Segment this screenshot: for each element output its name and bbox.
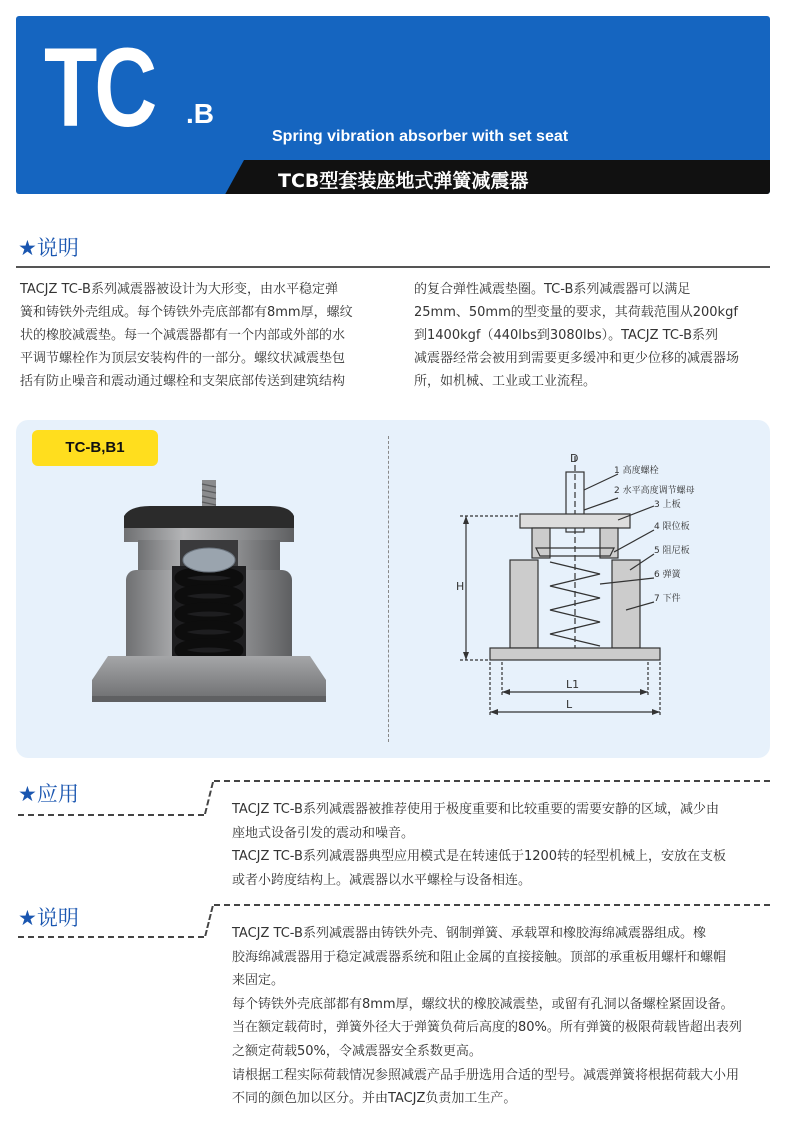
star-icon: ★ [18, 782, 37, 806]
section-title-application: ★应用 [18, 782, 79, 806]
section-title-description: ★说明 [18, 236, 79, 260]
top-cap [124, 528, 294, 542]
notes-text: TACJZ TC-B系列减震器由铸铁外壳、钢制弹簧、承载罩和橡胶海绵减震器组成。橡 胶海绵减震器用于稳定减震器系统和阻止金属的直接接触。顶部的承重板用螺杆和螺帽 来固定。 每个铸铁外壳底部都有8mm厚，螺纹状的橡胶减震垫，或留有孔洞以备螺栓紧固设备。 当在额定载荷时，弹簧外径大于弹簧负荷后高度的80%。所有弹簧的极限荷载皆超出表列 之额定荷载50%，令减震器安全系数更高。 请根据工程实际荷载情况参照减震产品手册选用合适的型号。减震弹簧将根据荷载大小用 不同的颜色加以区分。并由TACJZ负责加工生产。 [232, 926, 742, 1107]
description-right-column: 的复合弹性减震垫圈。TC-B系列减震器可以满足 25mm、50mm的型变量的要求，其荷载范围从200kgf 到1400kgf（440lbs到3080lbs）。TACJZ TC-B系列 减震器经常会被用到需要更多缓冲和更少位移的减震器场 所，如机械、工业或工业流程。 [414, 282, 740, 389]
star-icon: ★ [18, 906, 37, 930]
section-divider-bottom [18, 814, 204, 816]
section-divider-top [214, 780, 770, 782]
part-label-1: 1 高度螺栓 [614, 466, 659, 476]
part-label-5: 5 阻尼板 [654, 546, 690, 556]
header-banner [16, 16, 770, 194]
top-plate [124, 506, 294, 530]
part-label-7: 7 下件 [654, 594, 681, 604]
diagram-label-h: H [456, 580, 465, 593]
part-label-3: 3 上板 [654, 500, 681, 510]
section-title-notes: ★说明 [18, 906, 79, 930]
application-text: TACJZ TC-B系列减震器被推荐使用于极度重要和比较重要的需要安静的区域，减少由 座地式设备引发的震动和噪音。 TACJZ TC-B系列减震器典型应用模式是在转速低于1200转的轻型机械上，安放在支板 或者小跨度结构上。减震器以水平螺栓与设备相连。 [232, 802, 727, 888]
model-suffix: .B [186, 98, 214, 129]
diagram-label-l1: L1 [566, 678, 580, 691]
figure-divider [388, 436, 389, 742]
model-tag: TC-B,B1 [32, 430, 158, 466]
part-label-2: 2 水平高度调节螺母 [614, 486, 695, 496]
model-title: TC [44, 25, 155, 150]
section-divider-top [214, 904, 770, 906]
part-label-6: 6 弹簧 [654, 570, 681, 580]
part-label-4: 4 限位板 [654, 522, 690, 532]
section-divider-diagonal [204, 782, 214, 814]
section-divider [16, 266, 770, 268]
description-left-column: TACJZ TC-B系列减震器被设计为大形变，由水平稳定弹 簧和铸铁外壳组成。每个铸铁外壳底部都有8mm厚，螺纹 状的橡胶减震垫。每一个减震器都有一个内部或外部的水 平调节螺栓作为顶层安装构件的一部分。螺纹状减震垫包 括有防止噪音和震动通过螺栓和支架底部传送到建筑结构 [20, 282, 353, 389]
base-plate [92, 656, 326, 700]
star-icon: ★ [18, 236, 37, 260]
section-divider-diagonal [204, 906, 213, 936]
diagram-label-l: L [566, 698, 573, 711]
diagram-label-d: D [570, 452, 579, 465]
chinese-title: TCB型套装座地式弹簧减震器 [278, 170, 529, 192]
product-photo [80, 470, 340, 720]
english-subtitle: Spring vibration absorber with set seat [272, 128, 569, 145]
section-divider-bottom [18, 936, 204, 938]
